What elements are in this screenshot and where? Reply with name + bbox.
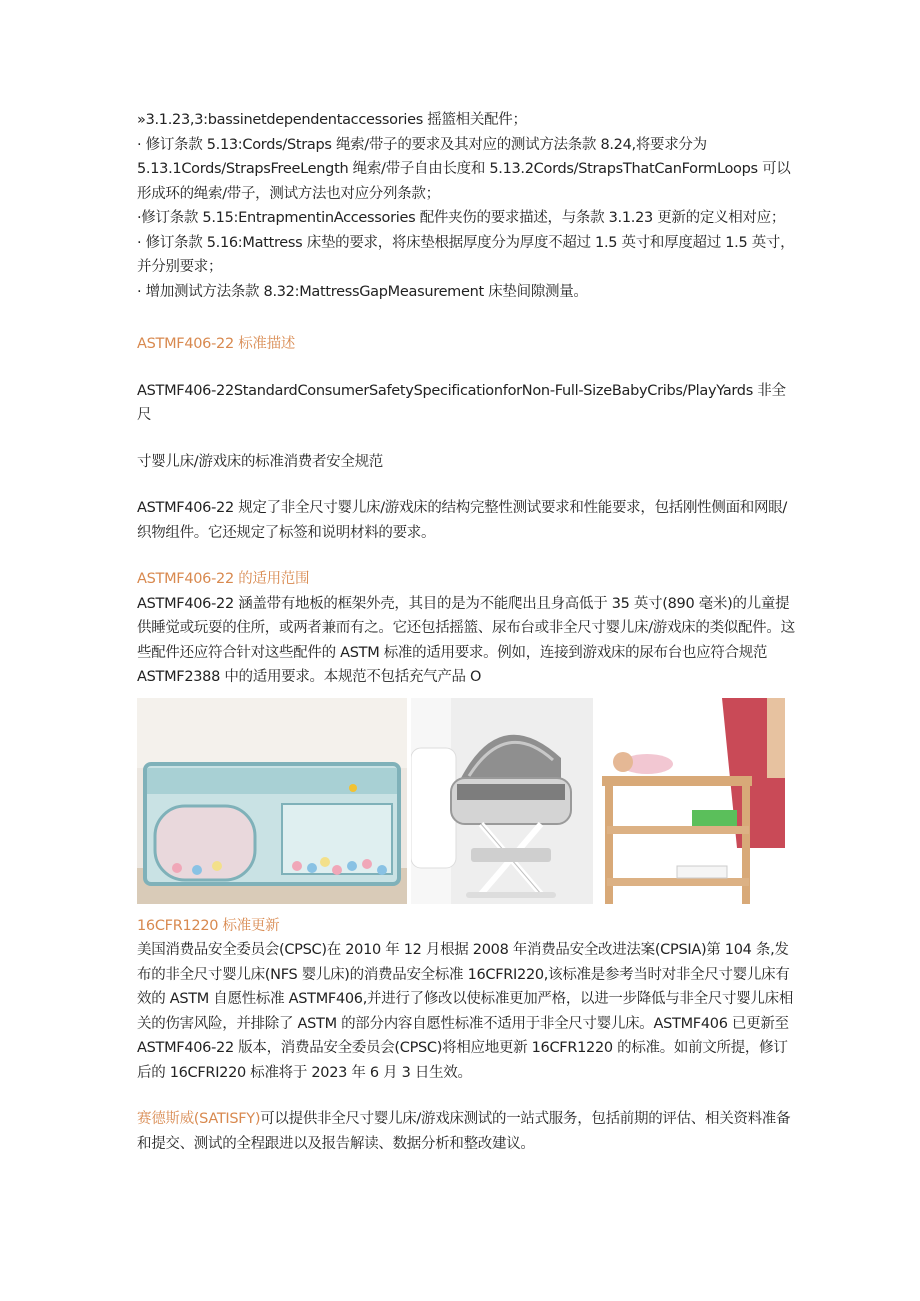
change-item: · 修订条款 5.16:Mattress 床垫的要求，将床垫根据厚度分为厚度不超过 1.5 英寸和厚度超过 1.5 英寸，并分别要求； — [137, 234, 795, 275]
document-body — [137, 108, 797, 1156]
change-list — [137, 108, 797, 304]
change-item: »3.1.23,3:bassinetdependentaccessories 摇篮相关配件； — [137, 112, 527, 128]
change-item: · 修订条款 5.13:Cords/Straps 绳索/带子的要求及其对应的测试方法条款 8.24,将要求分为 5.13.1Cords/StrapsFreeLength 绳索/带子自由长度和 5.13.2Cords/StrapsThatCanFormLoops 可以形成环的绳索/带子，测试方法也对应分列条款； — [137, 136, 791, 202]
brand-name: 赛德斯威(SATISFY) — [137, 1111, 261, 1127]
closing-paragraph — [137, 1107, 797, 1156]
description-paragraph: ASTMF406-22 规定了非全尺寸婴儿床/游戏床的结构完整性测试要求和性能要求，包括刚性侧面和网眼/织物组件。它还规定了标签和说明材料的要求。 — [137, 500, 787, 541]
section-heading-description: ASTMF406-22 标准描述 — [137, 336, 295, 352]
bassinet-photo — [411, 698, 593, 904]
section-heading-cfr-update: 16CFR1220 标准更新 — [137, 917, 280, 934]
standard-title-line1: ASTMF406-22StandardConsumerSafetySpecificationforNon-Full-SizeBabyCribs/PlayYards 非全尺 — [137, 382, 786, 423]
scope-paragraph: ASTMF406-22 涵盖带有地板的框架外壳，其目的是为不能爬出且身高低于 35 英寸(890 毫米)的儿童提供睡觉或玩耍的住所，或两者兼而有之。它还包括摇篮、尿布台或非全尺寸婴儿床/游戏床的类似配件。这些配件还应符合针对这些配件的 ASTM 标准的适用要求。例如，连接到游戏床的尿布台也应符合规范 ASTMF2388 中的适用要求。本规范不包括充气产品 O — [137, 595, 795, 685]
changing-table-photo — [597, 698, 785, 904]
play-yard-photo — [137, 698, 407, 904]
product-photo-strip — [137, 698, 797, 904]
section-heading-scope: ASTMF406-22 的适用范围 — [137, 571, 310, 587]
cfr-update-paragraph: 美国消费品安全委员会(CPSC)在 2010 年 12 月根据 2008 年消费品安全改进法案(CPSIA)第 104 条,发布的非全尺寸婴儿床(NFS 婴儿床)的消费品安全标准 16CFRI220,该标准是参考当时对非全尺寸婴儿床有效的 ASTM 自愿性标准 ASTMF406,并进行了修改以使标准更加严格，以进一步降低与非全尺寸婴儿床相关的伤害风险，并排除了 ASTM 的部分内容自愿性标准不适用于非全尺寸婴儿床。ASTMF406 已更新至 ASTMF406-22 版本，消费品安全委员会(CPSC)将相应地更新 16CFR1220 的标准。如前文所提，修订后的 16CFRI220 标准将于 2023 年 6 月 3 日生效。 — [137, 942, 794, 1081]
closing-text: 可以提供非全尺寸婴儿床/游戏床测试的一站式服务，包括前期的评估、相关资料准备和提交、测试的全程跟进以及报告解读、数据分析和整改建议。 — [137, 1111, 791, 1152]
change-item: · 增加测试方法条款 8.32:MattressGapMeasurement 床垫间隙测量。 — [137, 283, 588, 300]
change-item: ·修订条款 5.15:EntrapmentinAccessories 配件夹伤的要求描述，与条款 3.1.23 更新的定义相对应； — [137, 210, 786, 226]
standard-title-line2: 寸婴儿床/游戏床的标准消费者安全规范 — [137, 453, 383, 470]
